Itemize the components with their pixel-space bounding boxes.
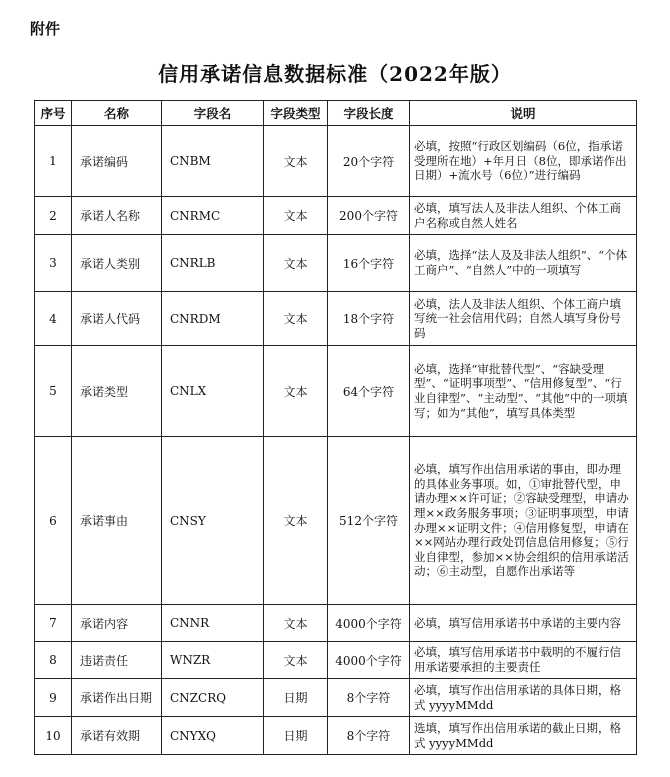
row-desc: 选填，填写作出信用承诺的截止日期，格式 yyyyMMdd bbox=[410, 717, 637, 755]
row-name: 承诺人类别 bbox=[72, 235, 162, 292]
row-no: 6 bbox=[35, 437, 72, 605]
page-title: 信用承诺信息数据标准（2022年版） bbox=[158, 62, 512, 86]
table-row bbox=[35, 605, 637, 642]
row-field: CNSY bbox=[162, 437, 264, 605]
header-desc: 说明 bbox=[410, 101, 637, 126]
row-field: CNRDM bbox=[162, 292, 264, 346]
row-length: 512个字符 bbox=[328, 437, 410, 605]
row-no: 4 bbox=[35, 292, 72, 346]
row-name: 承诺人名称 bbox=[72, 197, 162, 235]
row-no: 5 bbox=[35, 346, 72, 437]
row-desc: 必填，按照“行政区划编码（6位，指承诺受理所在地）+年月日（8位，即承诺作出日期）+流水号（6位）”进行编码 bbox=[410, 126, 637, 197]
table-row bbox=[35, 346, 637, 437]
row-type: 文本 bbox=[264, 346, 328, 437]
row-type: 文本 bbox=[264, 197, 328, 235]
row-length: 20个字符 bbox=[328, 126, 410, 197]
row-name: 承诺类型 bbox=[72, 346, 162, 437]
header-length: 字段长度 bbox=[328, 101, 410, 126]
row-length: 8个字符 bbox=[328, 679, 410, 717]
row-length: 200个字符 bbox=[328, 197, 410, 235]
row-desc: 必填，选择“法人及及非法人组织”、“个体工商户”、“自然人”中的一项填写 bbox=[410, 235, 637, 292]
header-name: 名称 bbox=[72, 101, 162, 126]
table-row bbox=[35, 292, 637, 346]
data-standard-table bbox=[34, 100, 637, 755]
row-no: 10 bbox=[35, 717, 72, 755]
row-field: CNRLB bbox=[162, 235, 264, 292]
table-row bbox=[35, 235, 637, 292]
table-row bbox=[35, 197, 637, 235]
row-name: 承诺编码 bbox=[72, 126, 162, 197]
row-desc: 必填，法人及非法人组织、个体工商户填写统一社会信用代码；自然人填写身份号码 bbox=[410, 292, 637, 346]
row-desc: 必填，填写信用承诺书中承诺的主要内容 bbox=[410, 605, 637, 642]
row-type: 文本 bbox=[264, 292, 328, 346]
row-name: 承诺有效期 bbox=[72, 717, 162, 755]
row-field: CNLX bbox=[162, 346, 264, 437]
row-no: 8 bbox=[35, 642, 72, 679]
row-length: 4000个字符 bbox=[328, 642, 410, 679]
row-type: 文本 bbox=[264, 126, 328, 197]
table-row bbox=[35, 642, 637, 679]
row-type: 日期 bbox=[264, 717, 328, 755]
table-row bbox=[35, 126, 637, 197]
row-field: CNRMC bbox=[162, 197, 264, 235]
row-name: 承诺人代码 bbox=[72, 292, 162, 346]
row-field: CNZCRQ bbox=[162, 679, 264, 717]
table-row bbox=[35, 437, 637, 605]
row-name: 承诺事由 bbox=[72, 437, 162, 605]
row-length: 16个字符 bbox=[328, 235, 410, 292]
row-field: CNNR bbox=[162, 605, 264, 642]
row-length: 4000个字符 bbox=[328, 605, 410, 642]
row-desc: 必填，填写法人及非法人组织、个体工商户名称或自然人姓名 bbox=[410, 197, 637, 235]
row-field: WNZR bbox=[162, 642, 264, 679]
row-length: 64个字符 bbox=[328, 346, 410, 437]
row-no: 9 bbox=[35, 679, 72, 717]
row-desc: 必填，填写信用承诺书中载明的不履行信用承诺要承担的主要责任 bbox=[410, 642, 637, 679]
header-type: 字段类型 bbox=[264, 101, 328, 126]
table-row bbox=[35, 717, 637, 755]
row-type: 日期 bbox=[264, 679, 328, 717]
attachment-label: 附件 bbox=[30, 20, 61, 38]
row-name: 承诺内容 bbox=[72, 605, 162, 642]
row-name: 违诺责任 bbox=[72, 642, 162, 679]
row-no: 7 bbox=[35, 605, 72, 642]
row-desc: 必填，填写作出信用承诺的事由，即办理的具体业务事项。如，①审批替代型，申请办理××许可证；②容缺受理型，申请办理××政务服务事项；③证明事项型，申请办理××证明文件；④信用修复型，申请在××网站办理行政处罚信息信用修复；⑤行业自律型，参加××协会组织的信用承诺活动；⑥主动型，自愿作出承诺等 bbox=[410, 437, 637, 605]
row-field: CNYXQ bbox=[162, 717, 264, 755]
row-name: 承诺作出日期 bbox=[72, 679, 162, 717]
row-no: 2 bbox=[35, 197, 72, 235]
row-desc: 必填，选择“审批替代型”、“容缺受理型”、“证明事项型”、“信用修复型”、“行业自律型”、“主动型”、“其他”中的一项填写；如为“其他”，填写具体类型 bbox=[410, 346, 637, 437]
row-type: 文本 bbox=[264, 642, 328, 679]
row-desc: 必填，填写作出信用承诺的具体日期，格式 yyyyMMdd bbox=[410, 679, 637, 717]
table-header-row bbox=[35, 101, 637, 126]
row-type: 文本 bbox=[264, 437, 328, 605]
row-type: 文本 bbox=[264, 235, 328, 292]
header-field: 字段名 bbox=[162, 101, 264, 126]
row-field: CNBM bbox=[162, 126, 264, 197]
row-no: 3 bbox=[35, 235, 72, 292]
row-length: 8个字符 bbox=[328, 717, 410, 755]
row-no: 1 bbox=[35, 126, 72, 197]
row-type: 文本 bbox=[264, 605, 328, 642]
row-length: 18个字符 bbox=[328, 292, 410, 346]
table-row bbox=[35, 679, 637, 717]
header-no: 序号 bbox=[35, 101, 72, 126]
